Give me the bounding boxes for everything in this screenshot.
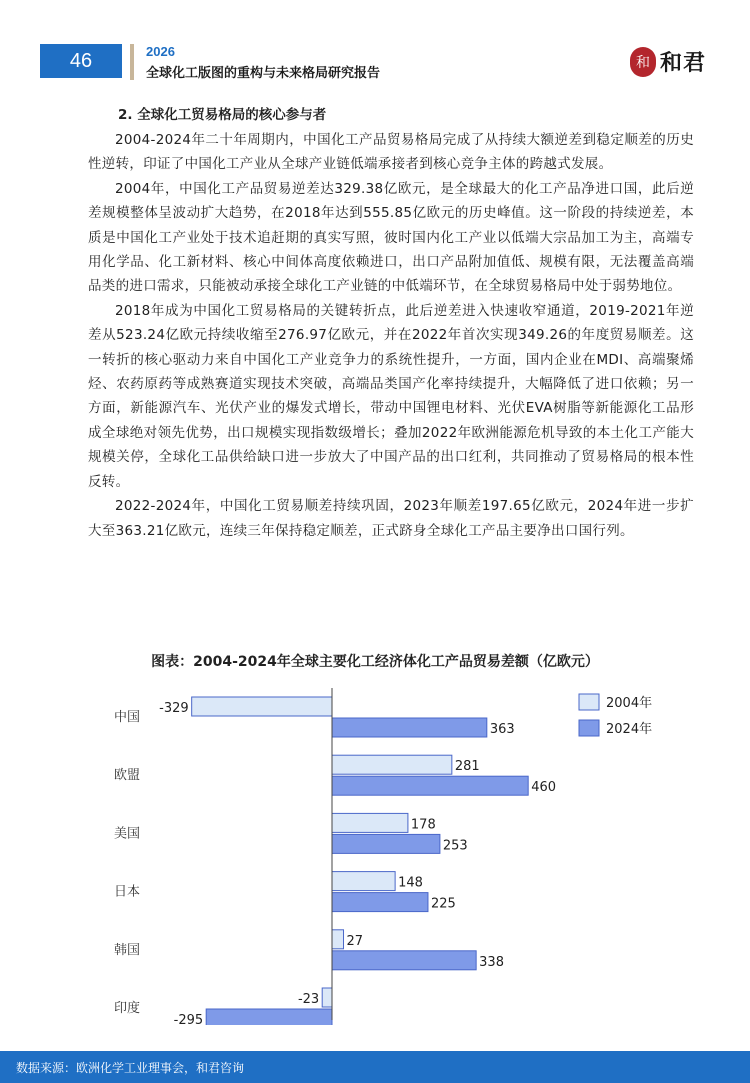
paragraph: 2018年成为中国化工贸易格局的关键转折点，此后逆差进入快速收窄通道，2019-2021年逆差从523.24亿欧元持续收缩至276.97亿欧元，并在2022年首次实现349.26的年度贸易顺差。这一转折的核心驱动力来自中国化工产业竞争力的系统性提升，一方面，国内企业在MDI、高端聚烯烃、农药原药等成熟赛道实现技术突破，高端品类国产化率持续提升，大幅降低了进口依赖；另一方面，新能源汽车、光伏产业的爆发式增长，带动中国锂电材料、光伏EVA树脂等新能源化工品形成全球绝对领先优势，出口规模实现指数级增长；叠加2022年欧洲能源危机导致的本土化工产能大规模关停，全球化工品供给缺口进一步放大了中国产品的出口红利，共同推动了贸易格局的根本性反转。: [88, 302, 694, 490]
data-label: 281: [454, 759, 480, 775]
bar-2004: [332, 930, 344, 949]
paragraph: 2004年，中国化工产品贸易逆差达329.38亿欧元，是全球最大的化工产品净进口国，此后逆差规模整体呈波动扩大趋势，在2018年达到555.85亿欧元的历史峰值。这一阶段的持续逆差，本质是中国化工产业处于技术追赶期的真实写照，彼时国内化工产业以低端大宗品加工为主，高端专用化学品、化工新材料、核心中间体高度依赖进口，出口产品附加值低、规模有限，无法覆盖高端品类的进口需求，只能被动承接全球化工产业链的中低端环节，在全球贸易格局中处于弱势地位。: [88, 180, 694, 295]
legend-swatch: [579, 694, 599, 710]
category-label: 韩国: [113, 942, 140, 958]
category-label: 日本: [113, 884, 140, 900]
legend-label: 2024年: [606, 722, 653, 737]
data-label: 148: [398, 875, 423, 891]
data-label: -23: [297, 992, 320, 1007]
section-heading: 2. 全球化工贸易格局的核心参与者: [118, 107, 327, 123]
bar-2024: [332, 893, 428, 912]
trade-balance-chart: [0, 680, 750, 1025]
data-label: 253: [442, 838, 468, 854]
category-label: 印度: [113, 1001, 140, 1016]
bar-2024: [332, 718, 487, 737]
company-logo: [630, 46, 706, 77]
data-label: 338: [479, 954, 504, 970]
legend-swatch: [579, 720, 599, 736]
bar-2004: [332, 755, 452, 774]
report-title: 全球化工版图的重构与未来格局研究报告: [146, 66, 381, 81]
report-year: 2026: [146, 44, 175, 59]
bar-2004: [332, 872, 395, 891]
page-number: 46: [69, 49, 93, 72]
logo-text: 和君: [660, 51, 707, 76]
bar-2004: [322, 988, 332, 1007]
page-number-badge: [40, 44, 122, 78]
category-label: 中国: [113, 710, 140, 725]
data-label: -295: [173, 1013, 204, 1025]
bar-2004: [332, 813, 408, 832]
paragraph: 2022-2024年，中国化工贸易顺差持续巩固，2023年顺差197.65亿欧元，2024年进一步扩大至363.21亿欧元，连续三年保持稳定顺差，正式跻身全球化工产品主要净出口国行列。: [88, 498, 694, 539]
data-label: 363: [489, 722, 515, 737]
bar-2024: [332, 776, 528, 795]
paragraph: 2004-2024年二十年周期内，中国化工产品贸易格局完成了从持续大额逆差到稳定顺差的历史性逆转，印证了中国化工产业从全球产业链低端承接者到核心竞争主体的跨越式发展。: [88, 132, 694, 173]
data-label: 27: [346, 933, 364, 949]
header-divider: [130, 44, 134, 80]
chart-title: 图表：2004-2024年全球主要化工经济体化工产品贸易差额（亿欧元）: [151, 654, 599, 670]
data-label: -329: [159, 701, 189, 716]
logo-seal-icon: 和: [630, 47, 656, 77]
category-label: 欧盟: [113, 768, 140, 784]
section-body: [88, 104, 694, 543]
bar-2024: [206, 1009, 332, 1025]
category-label: 美国: [113, 826, 140, 842]
legend-label: 2004年: [606, 696, 653, 711]
bar-2004: [192, 697, 332, 716]
bar-2024: [332, 834, 440, 853]
data-source: 数据来源：欧洲化学工业理事会，和君咨询: [16, 1060, 245, 1075]
data-label: 460: [531, 780, 557, 796]
footer-bar: [0, 1051, 750, 1083]
bar-2024: [332, 951, 476, 970]
data-label: 225: [430, 896, 456, 912]
data-label: 178: [410, 817, 436, 833]
